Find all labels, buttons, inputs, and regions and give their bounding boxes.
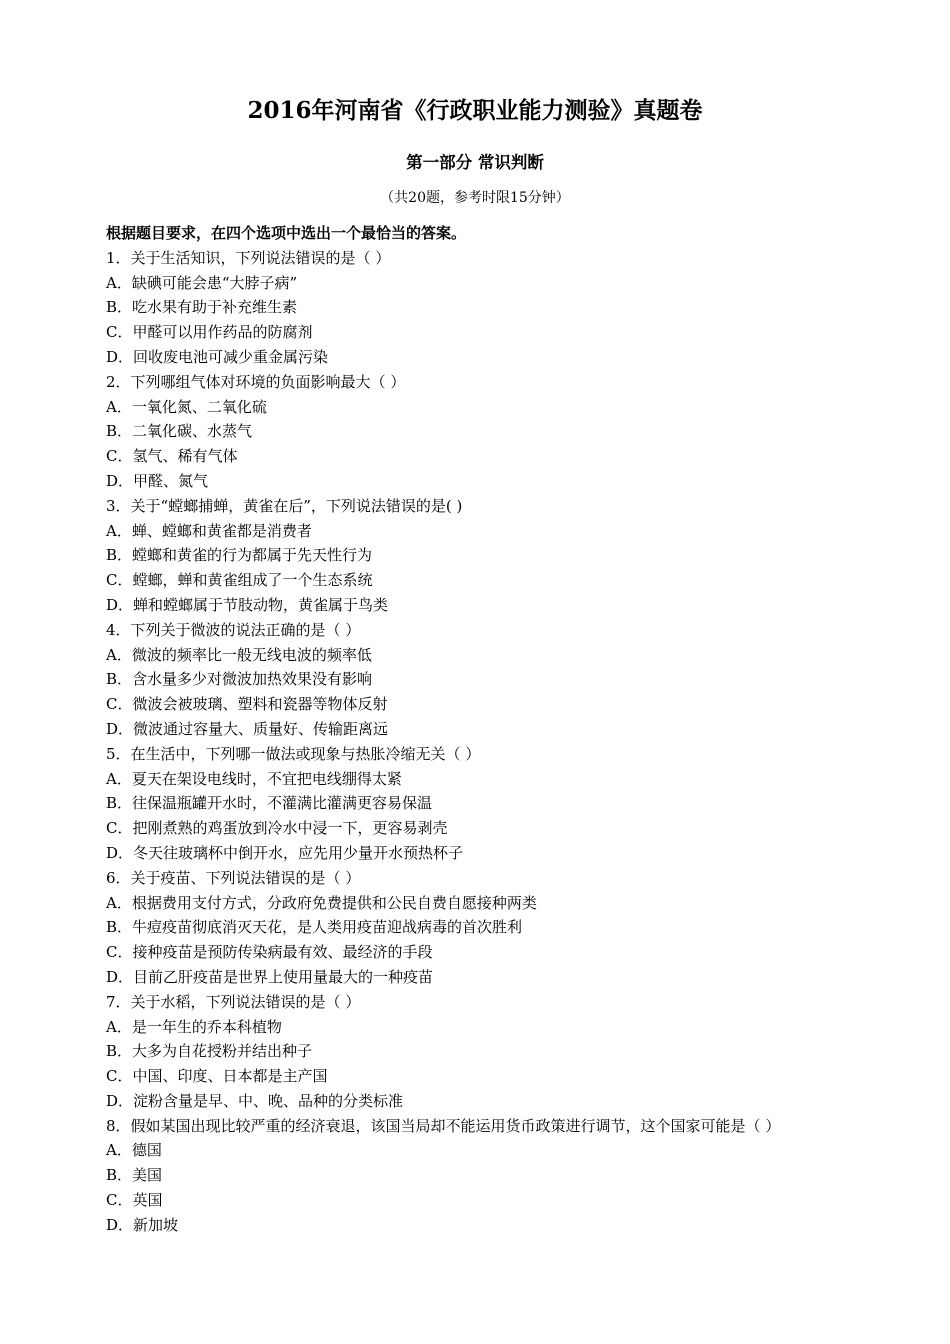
document-title: 2016年河南省《行政职业能力测验》真题卷 (247, 97, 703, 124)
option-b: B．含水量多少对微波加热效果没有影响 (106, 670, 373, 689)
option-b: B．吃水果有助于补充维生素 (106, 298, 298, 317)
option-c: C．中国、印度、日本都是主产国 (106, 1067, 328, 1086)
option-d: D．淀粉含量是早、中、晚、品种的分类标准 (106, 1091, 404, 1110)
question-stem: 5．在生活中，下列哪一做法或现象与热胀冷缩无关（ ） (106, 744, 481, 763)
instruction: 根据题目要求，在四个选项中选出一个最恰当的答案。 (106, 224, 467, 242)
option-b: B．螳螂和黄雀的行为都属于先天性行为 (106, 546, 373, 565)
question-7 (106, 990, 906, 1114)
question-stem: 2．下列哪组气体对环境的负面影响最大（ ） (106, 372, 406, 391)
option-d: D．新加坡 (106, 1215, 179, 1234)
question-stem: 8．假如某国出现比较严重的经济衰退，该国当局却不能运用货币政策进行调节，这个国家可能是（ ） (106, 1116, 781, 1135)
option-c: C．甲醛可以用作药品的防腐剂 (106, 323, 313, 342)
question-5 (106, 742, 906, 866)
option-d: D．甲醛、氮气 (106, 471, 209, 490)
option-b: B．大多为自花授粉并结出种子 (106, 1042, 313, 1061)
question-stem: 7．关于水稻，下列说法错误的是（ ） (106, 992, 361, 1011)
option-b: B．二氧化碳、水蒸气 (106, 422, 253, 441)
question-stem: 4．下列关于微波的说法正确的是（ ） (106, 620, 361, 639)
question-list (106, 221, 906, 1238)
question-4 (106, 618, 906, 742)
question-stem: 6．关于疫苗、下列说法错误的是（ ） (106, 868, 361, 887)
option-d: D．目前乙肝疫苗是世界上使用量最大的一种疫苗 (106, 967, 434, 986)
option-a: A．蝉、螳螂和黄雀都是消费者 (106, 521, 312, 540)
option-d: D．回收废电池可减少重金属污染 (106, 347, 329, 366)
question-8 (106, 1114, 906, 1238)
option-c: C．微波会被玻璃、塑料和瓷器等物体反射 (106, 695, 388, 714)
option-c: C．接种疫苗是预防传染病最有效、最经济的手段 (106, 943, 433, 962)
question-stem: 3．关于“螳螂捕蝉，黄雀在后”，下列说法错误的是( ) (106, 496, 463, 515)
option-d: D．微波通过容量大、质量好、传输距离远 (106, 719, 389, 738)
option-a: A．夏天在架设电线时，不宜把电线绷得太紧 (106, 769, 402, 788)
section-note: （共20题，参考时限15分钟） (380, 190, 570, 206)
section-title: 第一部分 常识判断 (406, 153, 544, 172)
option-b: B．美国 (106, 1166, 163, 1185)
question-2 (106, 370, 906, 494)
option-c: C．螳螂，蝉和黄雀组成了一个生态系统 (106, 571, 373, 590)
option-a: A．根据费用支付方式，分政府免费提供和公民自费自愿接种两类 (106, 893, 537, 912)
option-a: A．缺碘可能会患“大脖子病” (106, 273, 298, 292)
option-b: B．牛痘疫苗彻底消灭天花，是人类用疫苗迎战病毒的首次胜利 (106, 918, 523, 937)
option-c: C．氢气、稀有气体 (106, 447, 238, 466)
option-a: A．德国 (106, 1141, 162, 1160)
question-stem: 1．关于生活知识，下列说法错误的是（ ） (106, 248, 391, 267)
option-a: A．微波的频率比一般无线电波的频率低 (106, 645, 372, 664)
question-1 (106, 246, 906, 370)
option-b: B．往保温瓶罐开水时，不灌满比灌满更容易保温 (106, 794, 433, 813)
question-3 (106, 494, 906, 618)
option-d: D．冬天往玻璃杯中倒开水，应先用少量开水预热杯子 (106, 843, 464, 862)
option-c: C．把刚煮熟的鸡蛋放到冷水中浸一下，更容易剥壳 (106, 819, 448, 838)
option-d: D．蝉和螳螂属于节肢动物，黄雀属于鸟类 (106, 595, 389, 614)
option-a: A．一氧化氮、二氧化硫 (106, 397, 267, 416)
question-6 (106, 866, 906, 990)
option-c: C．英国 (106, 1191, 163, 1210)
option-a: A．是一年生的乔本科植物 (106, 1017, 282, 1036)
